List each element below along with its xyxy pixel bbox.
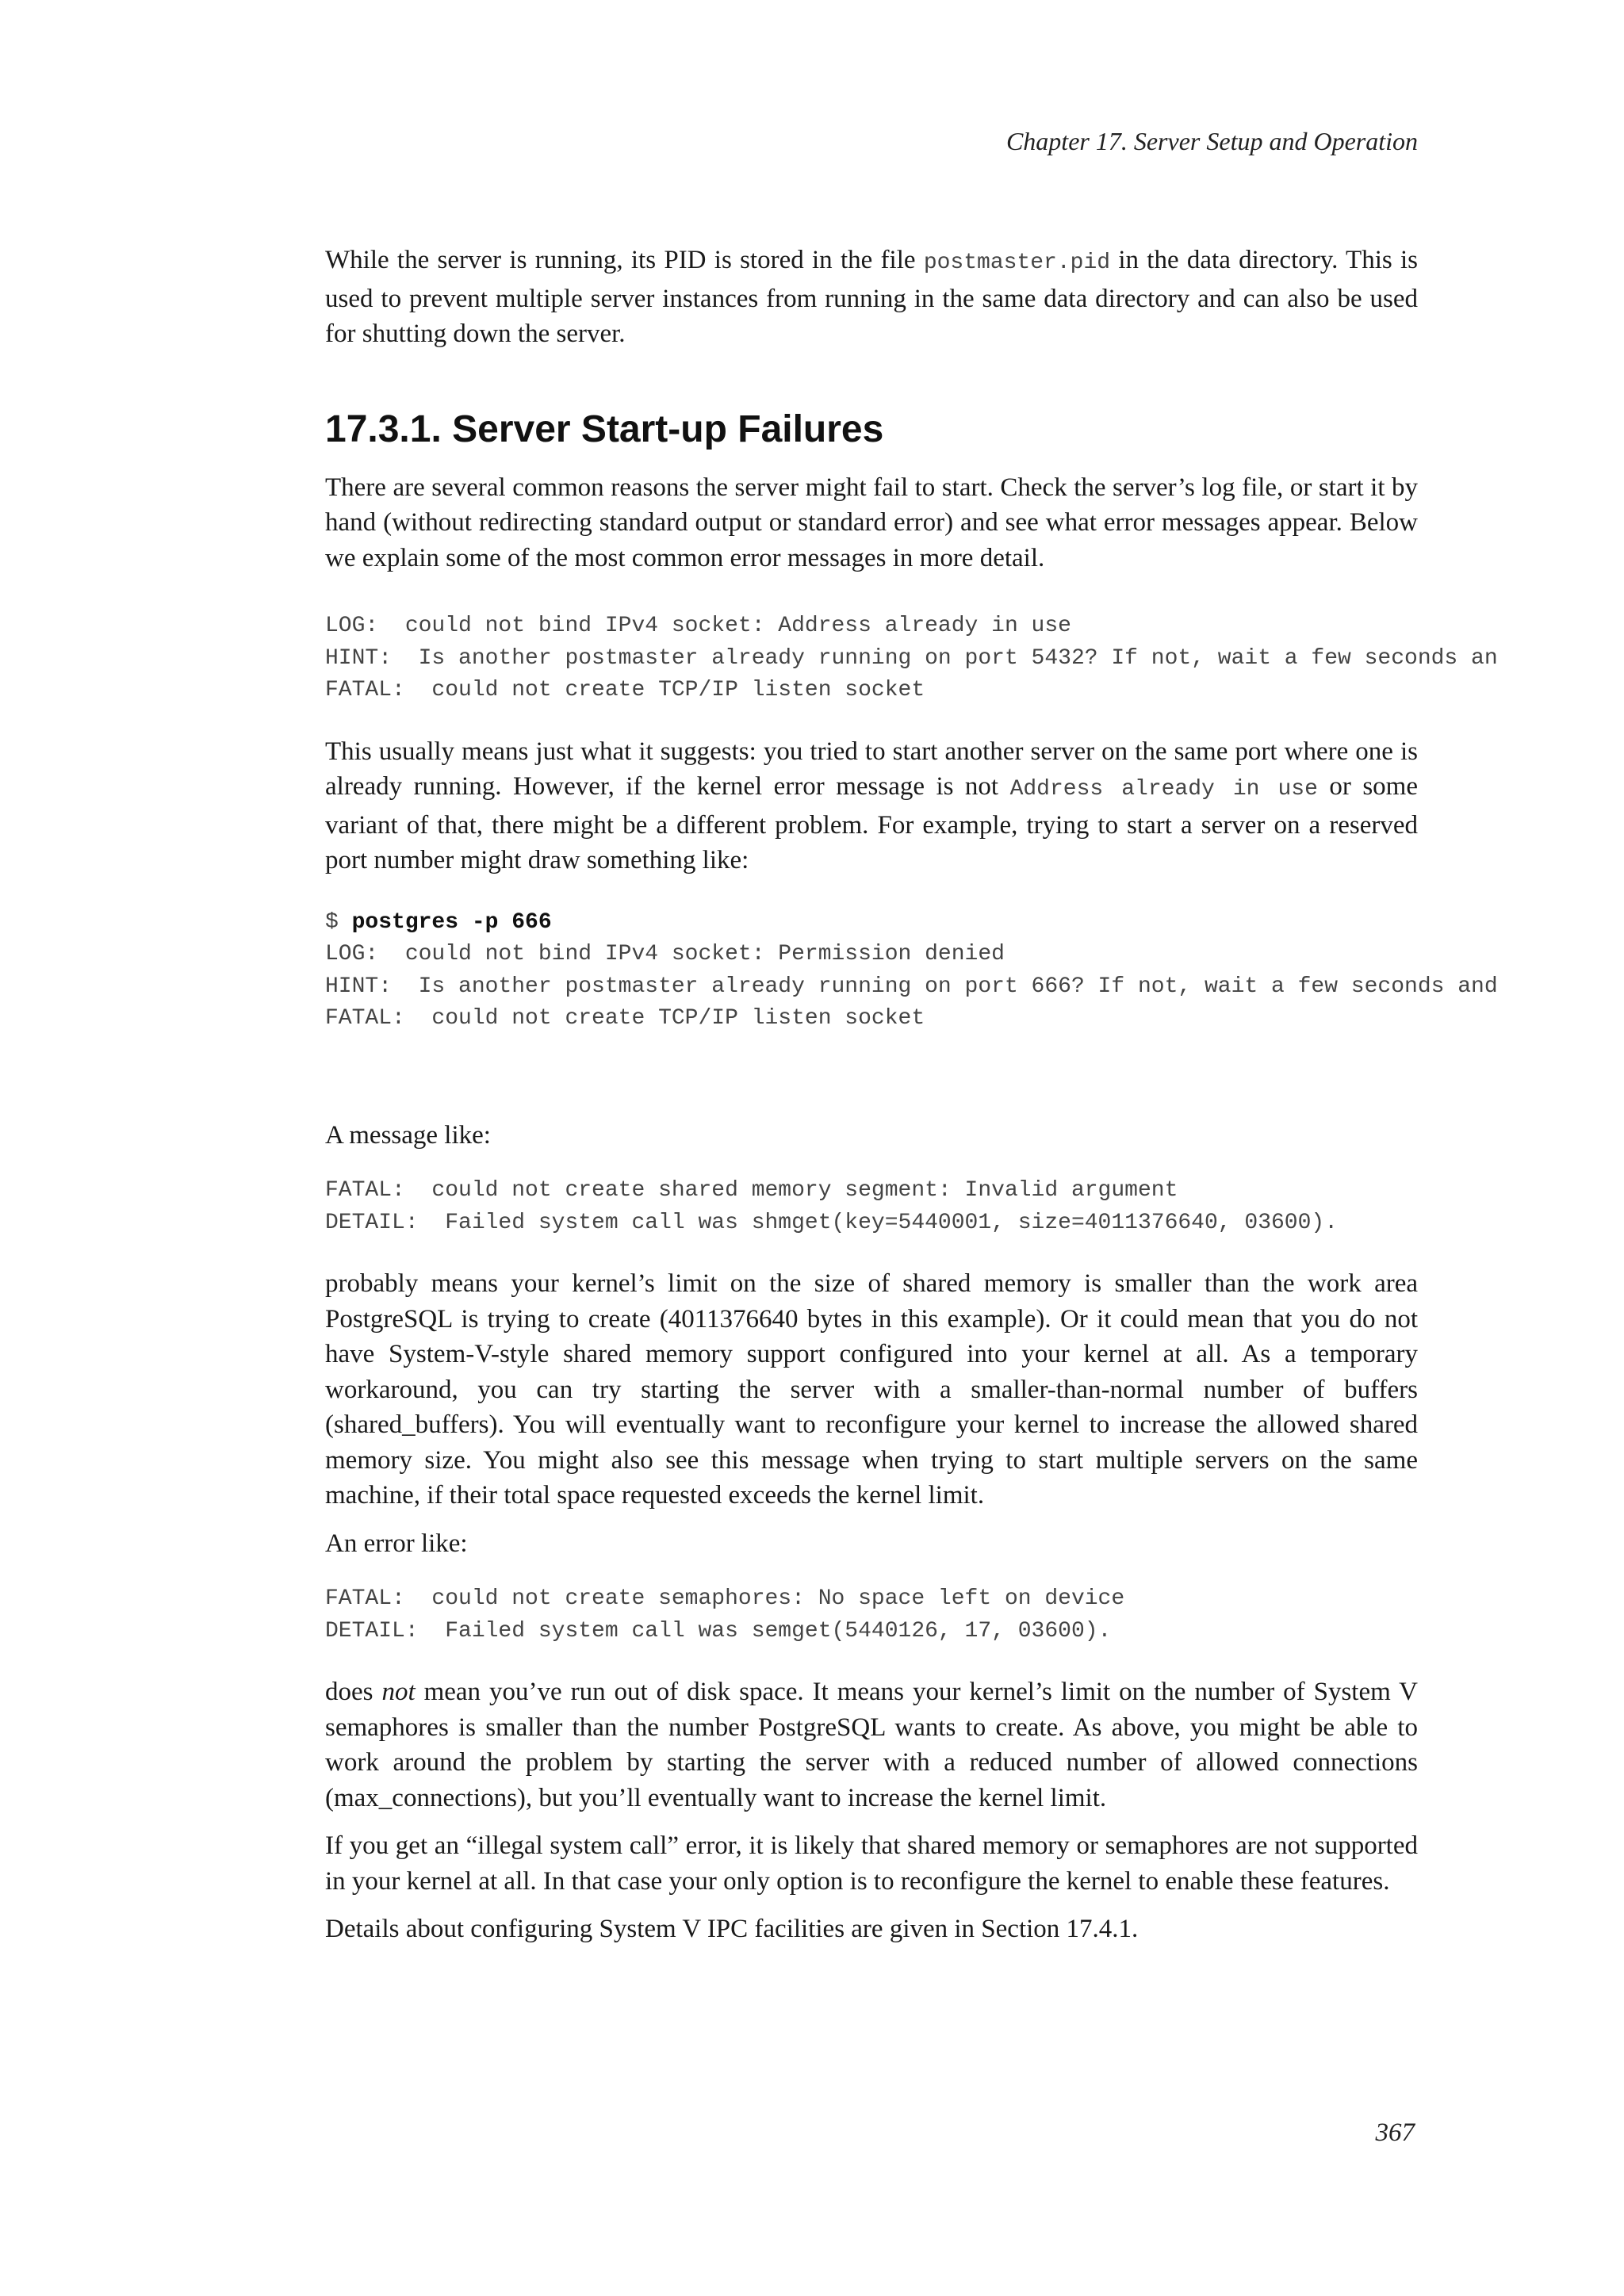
emphasis-not: not <box>381 1678 416 1706</box>
semaphores-paragraph: does not mean you’ve run out of disk space. It means your kernel’s limit on the number of System V semaphores is smaller than the number PostgreSQL wants to create. As above, you might be able to work around the problem by starting the server with a reduced number of allowed connections (max_connections), but you’ll eventually want to increase the kernel limit. <box>325 1678 1418 1812</box>
code-line: FATAL: could not create shared memory segment: Invalid argument <box>325 1178 1178 1203</box>
shell-prompt: $ <box>325 909 352 935</box>
code-line: FATAL: could not create TCP/IP listen socket <box>325 678 925 702</box>
illegal-call-paragraph: If you get an “illegal system call” error, it is likely that shared memory or semaphores are not supported in your kernel at all. In that case your only option is to reconfigure the kernel to enable these features. <box>325 1831 1418 1896</box>
code-block-permission-denied <box>325 907 1610 1035</box>
code-line: HINT: Is another postmaster already running on port 5432? If not, wait a few seconds an <box>325 645 1498 671</box>
running-header: Chapter 17. Server Setup and Operation <box>1005 127 1418 155</box>
code-line: FATAL: could not create semaphores: No space left on device <box>325 1586 1125 1611</box>
shared-memory-paragraph: probably means your kernel’s limit on the size of shared memory is smaller than the work area PostgreSQL is trying to create (4011376640 bytes in this example). Or it could mean that you do not have System-V-style shared memory support configured into your kernel at all. As a temporary workaround, you can try starting the server with a smaller-than-normal number of buffers (shared_buffers). You will eventually want to reconfigure your kernel to increase the allowed shared memory size. You might also see this message when trying to start multiple servers on the same machine, if their total space requested exceeds the kernel limit. <box>325 1269 1418 1510</box>
code-line: DETAIL: Failed system call was shmget(key=5440001, size=4011376640, 03600). <box>325 1210 1339 1235</box>
page-content <box>325 243 1498 1947</box>
code-block-address-in-use <box>325 610 1610 707</box>
code-line: FATAL: could not create TCP/IP listen socket <box>325 1006 925 1031</box>
code-block-shared-memory <box>325 1175 1610 1239</box>
code-block-semaphores <box>325 1583 1610 1647</box>
message-like-paragraph: A message like: <box>325 1120 491 1150</box>
page-number: 367 <box>1375 2118 1415 2147</box>
inline-code: Address already in use <box>1009 777 1318 802</box>
code-line: LOG: could not bind IPv4 socket: Permission denied <box>325 942 1005 966</box>
error-like-paragraph: An error like: <box>325 1529 468 1558</box>
intro-paragraph: While the server is running, its PID is stored in the file postmaster.pid in the data directory. This is used to prevent multiple server instances from running in the same data directory and can also be used for shutting down the server. <box>325 246 1418 348</box>
code-line: DETAIL: Failed system call was semget(5440126, 17, 03600). <box>325 1618 1112 1644</box>
pid-file-name: postmaster.pid <box>923 251 1111 275</box>
details-paragraph: Details about configuring System V IPC facilities are given in Section 17.4.1. <box>325 1915 1139 1943</box>
startup-failures-paragraph: There are several common reasons the server might fail to start. Check the server’s log file, or start it by hand (without redirecting standard output or standard error) and see what error messages appear. Below we explain some of the most common error messages in more detail. <box>325 473 1418 572</box>
shell-command: postgres -p 666 <box>351 909 552 935</box>
section-heading: 17.3.1. Server Start-up Failures <box>325 408 884 450</box>
code-line: HINT: Is another postmaster already running on port 666? If not, wait a few seconds and <box>325 974 1498 999</box>
port-paragraph: This usually means just what it suggests: you tried to start another server on the same port where one is already running. However, if the kernel error message is not Address already in use or some variant of that, there might be a different problem. For example, trying to start a server on a reserved port number might draw something like: <box>325 737 1418 874</box>
code-line: LOG: could not bind IPv4 socket: Address already in use <box>325 614 1071 638</box>
